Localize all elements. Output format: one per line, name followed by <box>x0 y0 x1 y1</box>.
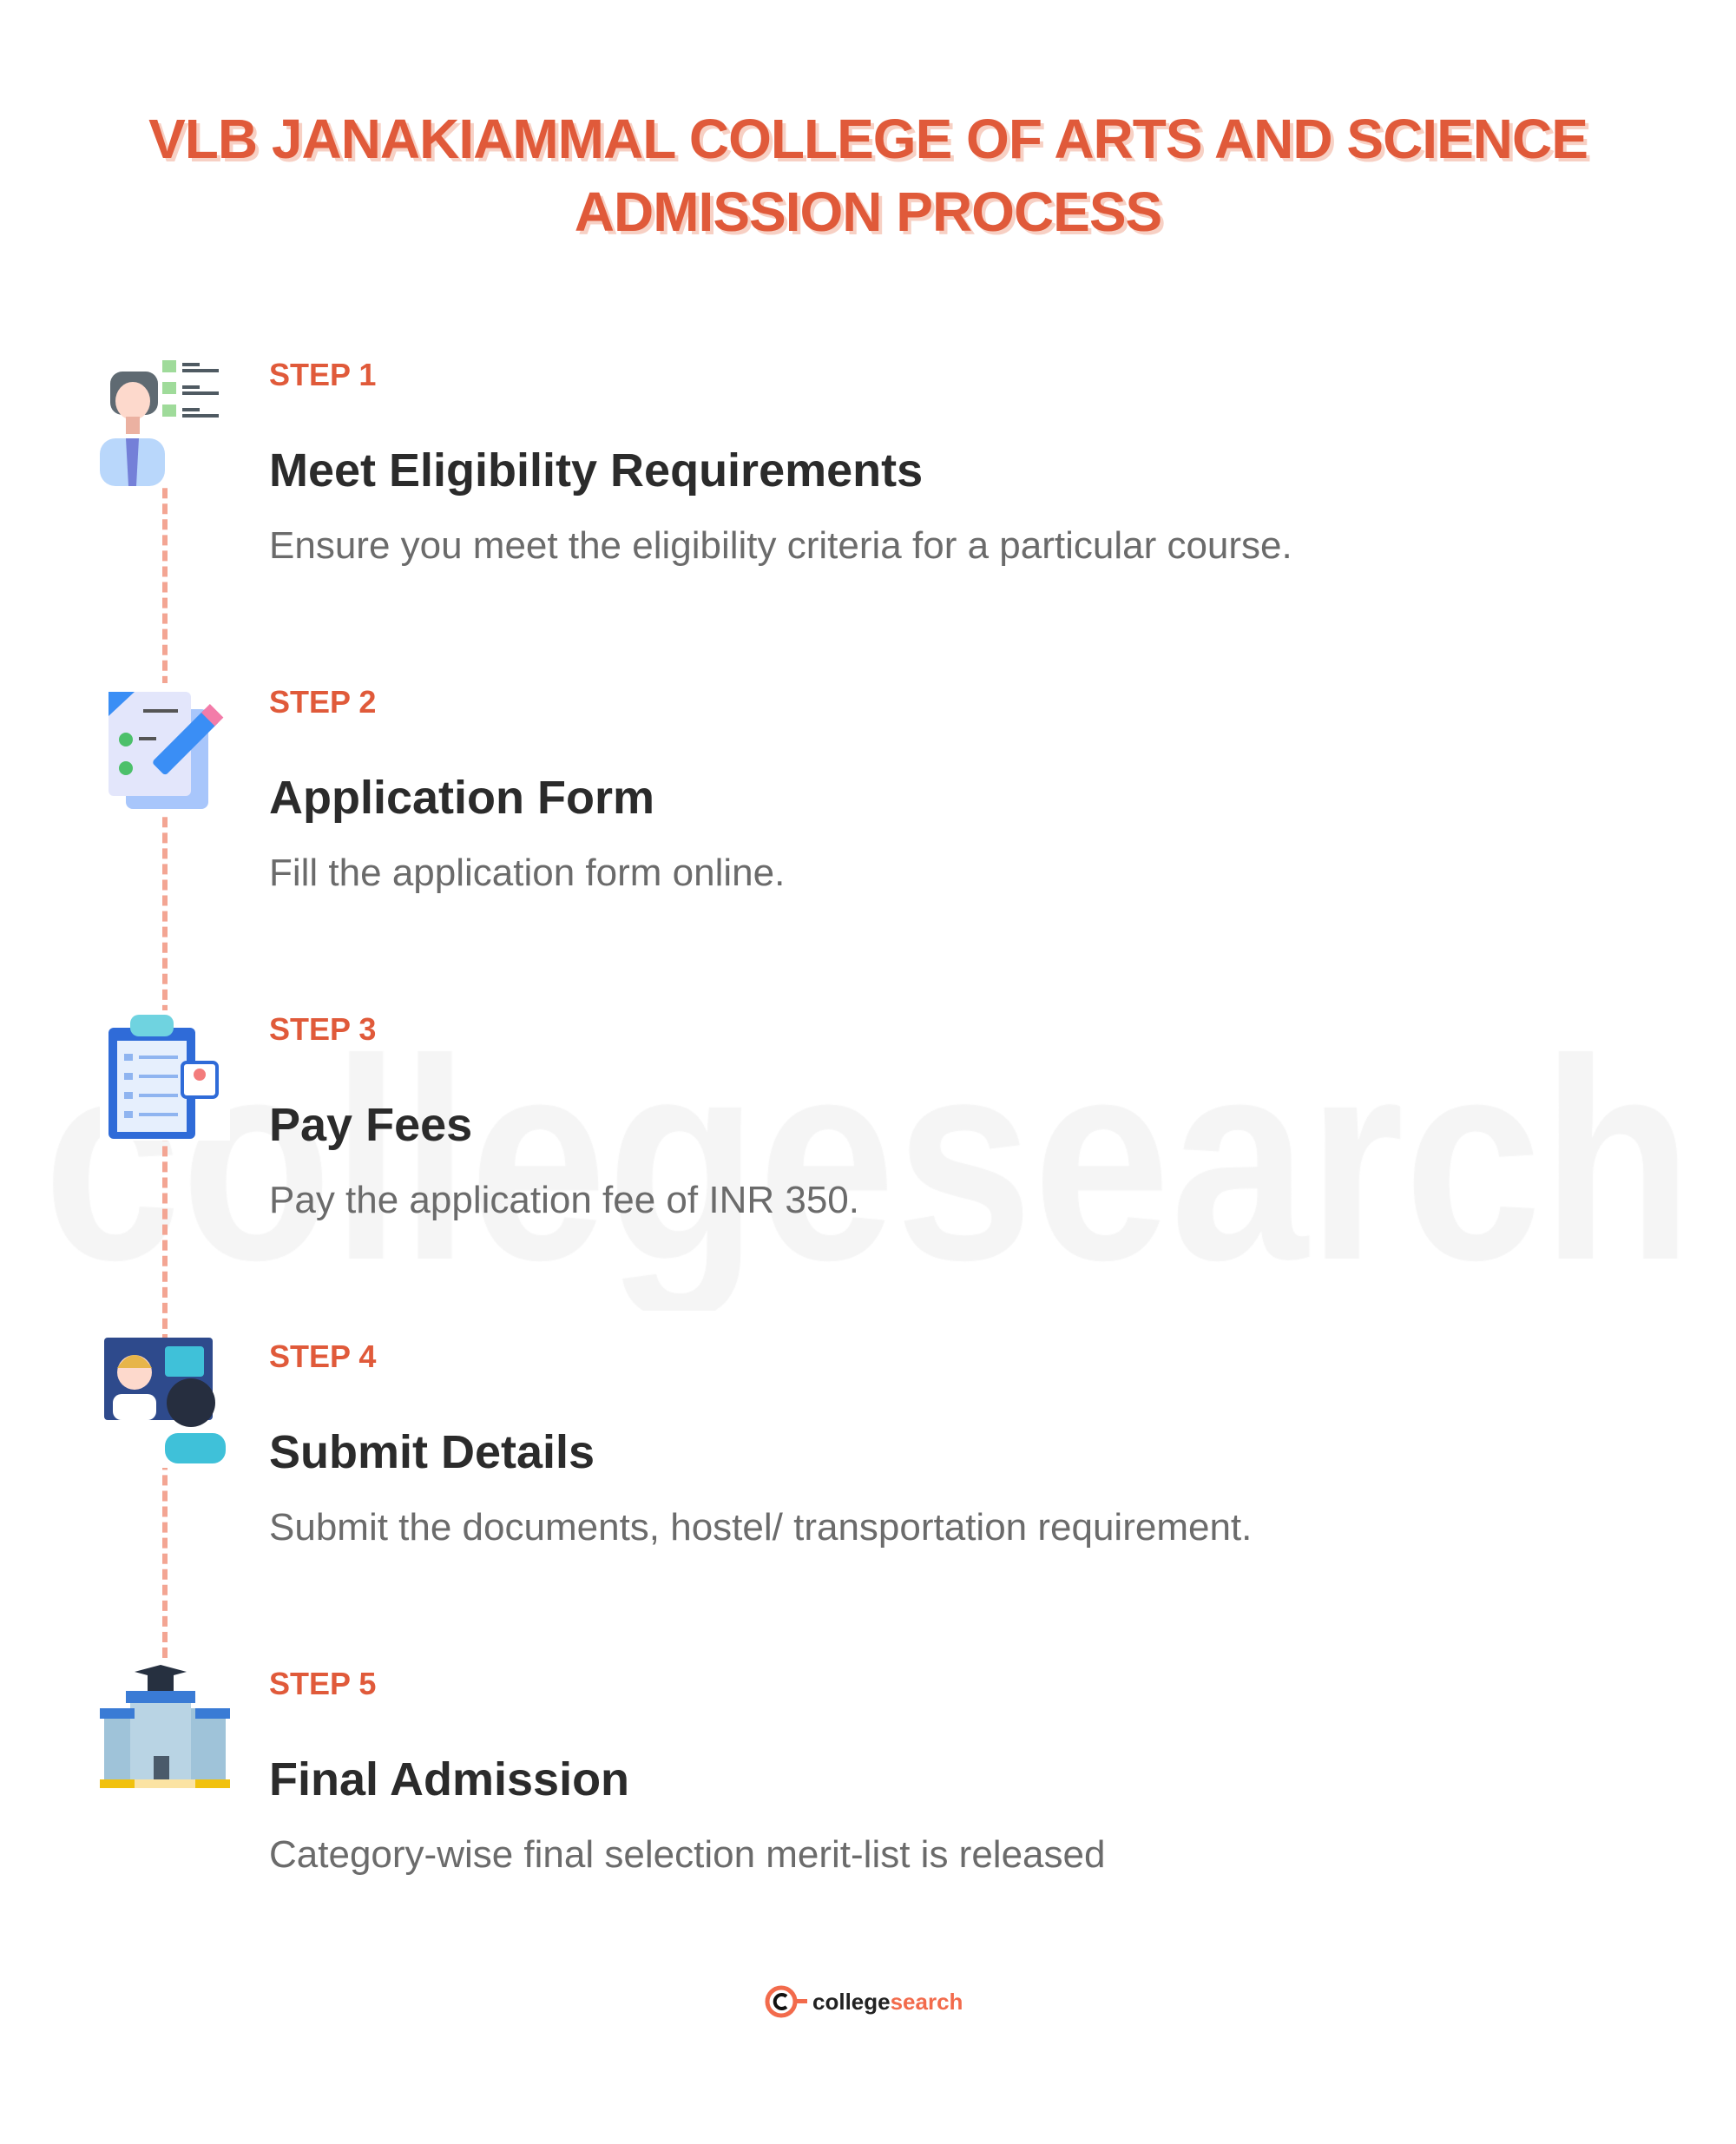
step-heading: Application Form <box>269 772 654 824</box>
video-interview-icon <box>100 1338 230 1468</box>
step-label: STEP 4 <box>269 1338 377 1374</box>
clipboard-icon <box>100 1010 230 1141</box>
step-label: STEP 5 <box>269 1666 377 1701</box>
title-line-2: ADMISSION PROCESS <box>574 181 1162 243</box>
step-heading: Final Admission <box>269 1753 630 1805</box>
eligibility-person-checklist-icon <box>100 356 230 486</box>
page-title <box>0 102 1736 248</box>
logo-text-college: college <box>812 1988 891 2015</box>
step-label: STEP 1 <box>269 357 377 392</box>
step-heading: Meet Eligibility Requirements <box>269 444 924 497</box>
step-5 <box>0 1665 1736 1992</box>
step-1 <box>0 356 1736 683</box>
form-pencil-icon <box>100 683 230 813</box>
collegesearch-logo <box>764 1984 963 2019</box>
step-2 <box>0 683 1736 1010</box>
step-heading: Pay Fees <box>269 1099 473 1151</box>
step-description: Category-wise final selection merit-list is released <box>269 1833 1106 1876</box>
step-label: STEP 2 <box>269 684 377 720</box>
step-description: Fill the application form online. <box>269 852 786 894</box>
collegesearch-logo-icon <box>764 1984 812 2019</box>
college-building-icon <box>100 1665 230 1795</box>
logo-text-search: search <box>890 1988 963 2015</box>
step-description: Pay the application fee of INR 350. <box>269 1179 859 1221</box>
step-description: Ensure you meet the eligibility criteria for a particular course. <box>269 524 1292 567</box>
step-4 <box>0 1338 1736 1665</box>
step-heading: Submit Details <box>269 1426 595 1478</box>
step-3 <box>0 1010 1736 1338</box>
title-line-1: VLB JANAKIAMMAL COLLEGE OF ARTS AND SCIENCE <box>148 108 1588 170</box>
step-label: STEP 3 <box>269 1011 377 1047</box>
step-description: Submit the documents, hostel/ transportation requirement. <box>269 1506 1253 1549</box>
